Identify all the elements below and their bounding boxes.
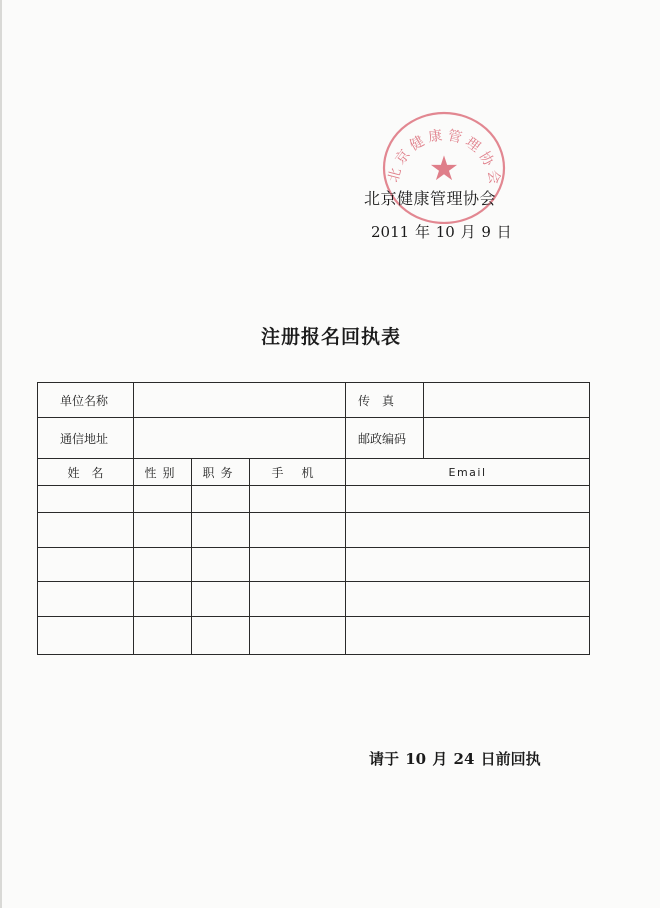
- table-row: [38, 486, 590, 513]
- page-edge: [0, 0, 2, 908]
- table-row-unit: [38, 383, 590, 418]
- table-row-address: [38, 418, 590, 459]
- mobile-cell[interactable]: [250, 548, 346, 582]
- gender-cell[interactable]: [134, 582, 192, 617]
- postal-code-label: 邮政编码: [346, 418, 424, 459]
- title-cell[interactable]: [192, 617, 250, 655]
- gender-cell[interactable]: [134, 548, 192, 582]
- fax-label: 传 真: [346, 383, 424, 418]
- address-field[interactable]: [134, 418, 346, 459]
- table-row: [38, 617, 590, 655]
- table-header-row: [38, 459, 590, 486]
- email-cell[interactable]: [346, 548, 590, 582]
- seal-text: 北京健康管理协会: [385, 127, 503, 190]
- seal-star-icon: ★: [428, 149, 460, 189]
- deadline-note: 请于 10 月 24 日前回执: [369, 750, 541, 768]
- name-cell[interactable]: [38, 617, 134, 655]
- unit-name-field[interactable]: [134, 383, 346, 418]
- title-cell[interactable]: [192, 513, 250, 548]
- address-label: 通信地址: [38, 418, 134, 459]
- name-cell[interactable]: [38, 548, 134, 582]
- mobile-cell[interactable]: [250, 617, 346, 655]
- email-cell[interactable]: [346, 617, 590, 655]
- gender-cell[interactable]: [134, 513, 192, 548]
- title-cell[interactable]: [192, 582, 250, 617]
- name-cell[interactable]: [38, 486, 134, 513]
- issuer-organization: 北京健康管理协会: [364, 189, 497, 208]
- gender-cell[interactable]: [134, 486, 192, 513]
- mobile-cell[interactable]: [250, 513, 346, 548]
- table-row: [38, 548, 590, 582]
- table-row: [38, 513, 590, 548]
- email-cell[interactable]: [346, 582, 590, 617]
- fax-field[interactable]: [424, 383, 590, 418]
- name-cell[interactable]: [38, 513, 134, 548]
- column-header-gender: 性别: [134, 459, 192, 486]
- column-header-title: 职务: [192, 459, 250, 486]
- email-cell[interactable]: [346, 513, 590, 548]
- title-cell[interactable]: [192, 486, 250, 513]
- registration-table: [37, 382, 590, 655]
- mobile-cell[interactable]: [250, 582, 346, 617]
- email-cell[interactable]: [346, 486, 590, 513]
- form-title: 注册报名回执表: [260, 326, 401, 348]
- postal-code-field[interactable]: [424, 418, 590, 459]
- gender-cell[interactable]: [134, 617, 192, 655]
- title-cell[interactable]: [192, 548, 250, 582]
- table-row: [38, 582, 590, 617]
- mobile-cell[interactable]: [250, 486, 346, 513]
- column-header-name: 姓 名: [38, 459, 134, 486]
- unit-name-label: 单位名称: [38, 383, 134, 418]
- name-cell[interactable]: [38, 582, 134, 617]
- issue-date: 2011 年 10 月 9 日: [371, 223, 512, 241]
- column-header-mobile: 手机: [250, 459, 346, 486]
- column-header-email: Email: [346, 459, 590, 486]
